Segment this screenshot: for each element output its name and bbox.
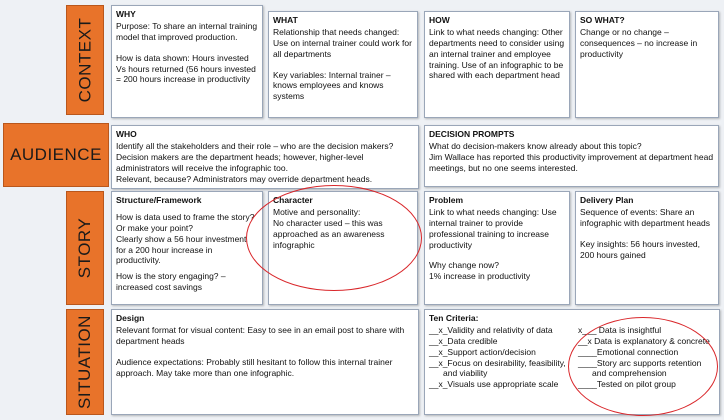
character-title: Character [273,195,313,205]
so-what-box [575,11,719,118]
context-label: CONTEXT [75,17,95,103]
structure-answer-1: Clearly show a 56 hour investment for a 200 hour increase in productivity. [116,233,247,266]
story-band [66,191,104,305]
criteria-item: __x_Focus on desirability, feasibility, [429,357,566,368]
how-text: Link to what needs changing: Other departments need to consider using an internal trainer and employee training. Use of an infographic to be shared with each department head [429,26,565,81]
criteria-item: and viability [443,368,488,379]
problem-line-1: Link to what needs changing: Use internal trainer to provide professional training to increase productivity [429,206,557,250]
criteria-item: ____Emotional connection [578,346,679,357]
why-data-shown-2: Vs hours returned (56 hours invested [116,63,256,74]
character-line-2: No character used – this was approached as an awareness infographic [273,217,385,250]
why-title: WHY [116,9,136,19]
context-band [66,5,104,115]
structure-question-1: How is data used to frame the story? [116,211,255,222]
structure-question-3: How is the story engaging? – increased cost savings [116,271,226,293]
who-line-1: Identify all the stakeholders and their role – who are the decision makers? [116,140,394,151]
criteria-item: and comprehension [592,368,667,379]
criteria-item: ____Story arc supports retention [578,357,702,368]
what-box [268,11,418,118]
structure-title: Structure/Framework [116,195,202,205]
so-what-text: Change or no change – consequences – no increase in productivity [580,26,698,59]
delivery-plan-box [575,191,719,305]
problem-line-3: 1% increase in productivity [429,271,531,282]
why-data-shown-3: = 200 hours increase in productivity [116,74,250,85]
character-box [268,191,418,305]
criteria-right-column [578,325,715,390]
why-data-shown-1: How is data shown: Hours invested [116,52,249,63]
delivery-plan-line-2: Key insights: 56 hours invested, 200 hours gained [580,238,701,260]
design-box [111,309,419,415]
design-line-2: Audience expectations: Probably still hesitant to follow this internal trainer approach. May take more than one infographic. [116,356,393,378]
design-title: Design [116,313,145,323]
decision-prompts-title: DECISION PROMPTS [429,129,515,139]
what-variables: Key variables: Internal trainer – knows employees and knows systems [273,69,391,102]
situation-label: SITUATION [75,315,95,409]
decision-prompts-line-1: What do decision-makers know already about this topic? [429,140,642,151]
structure-question-2: Or make your point? [116,222,194,233]
who-line-2: Decision makers are the department heads; however, higher-level administrators will receive the infographic too. [116,151,364,173]
what-relationship: Relationship that needs changed: Use on internal trainer could work for all departments [273,26,412,59]
structure-box [111,191,263,305]
how-box [424,11,570,118]
delivery-plan-line-1: Sequence of events: Share an infographic with department heads [580,206,710,228]
criteria-item: __x_Data credible [429,335,498,346]
audience-label: AUDIENCE [10,145,102,164]
why-box [111,5,263,118]
character-line-1: Motive and personality: [273,206,361,217]
criteria-item: ____Tested on pilot group [578,379,676,390]
ten-criteria-title: Ten Criteria: [429,313,479,323]
criteria-item: __x_Visuals use appropriate scale [429,379,559,390]
who-line-3: Relevant, because? Administrators may override department heads. [116,173,373,184]
criteria-item: x___ Data is insightful [578,324,662,335]
criteria-item: __x_Support action/decision [429,346,536,357]
audience-band [3,123,109,187]
criteria-item: __x_Validity and relativity of data [429,324,553,335]
why-purpose: Purpose: To share an internal training model that improved production. [116,20,258,42]
what-title: WHAT [273,15,298,25]
how-title: HOW [429,15,450,25]
problem-box [424,191,570,305]
criteria-item: __x Data is explanatory & concrete [578,335,710,346]
story-label: STORY [75,217,95,279]
criteria-left-column [429,325,578,390]
problem-line-2: Why change now? [429,260,499,271]
delivery-plan-title: Delivery Plan [580,195,634,205]
who-box [111,125,419,189]
design-line-1: Relevant format for visual content: Easy to see in an email post to share with department heads [116,324,405,346]
problem-title: Problem [429,195,464,205]
ten-criteria-box [424,309,720,415]
who-title: WHO [116,129,137,139]
situation-band [66,309,104,415]
decision-prompts-box [424,125,719,187]
so-what-title: SO WHAT? [580,15,625,25]
decision-prompts-line-2: Jim Wallace has reported this productivity improvement at department head meetings, but no one seems interested. [429,151,714,173]
